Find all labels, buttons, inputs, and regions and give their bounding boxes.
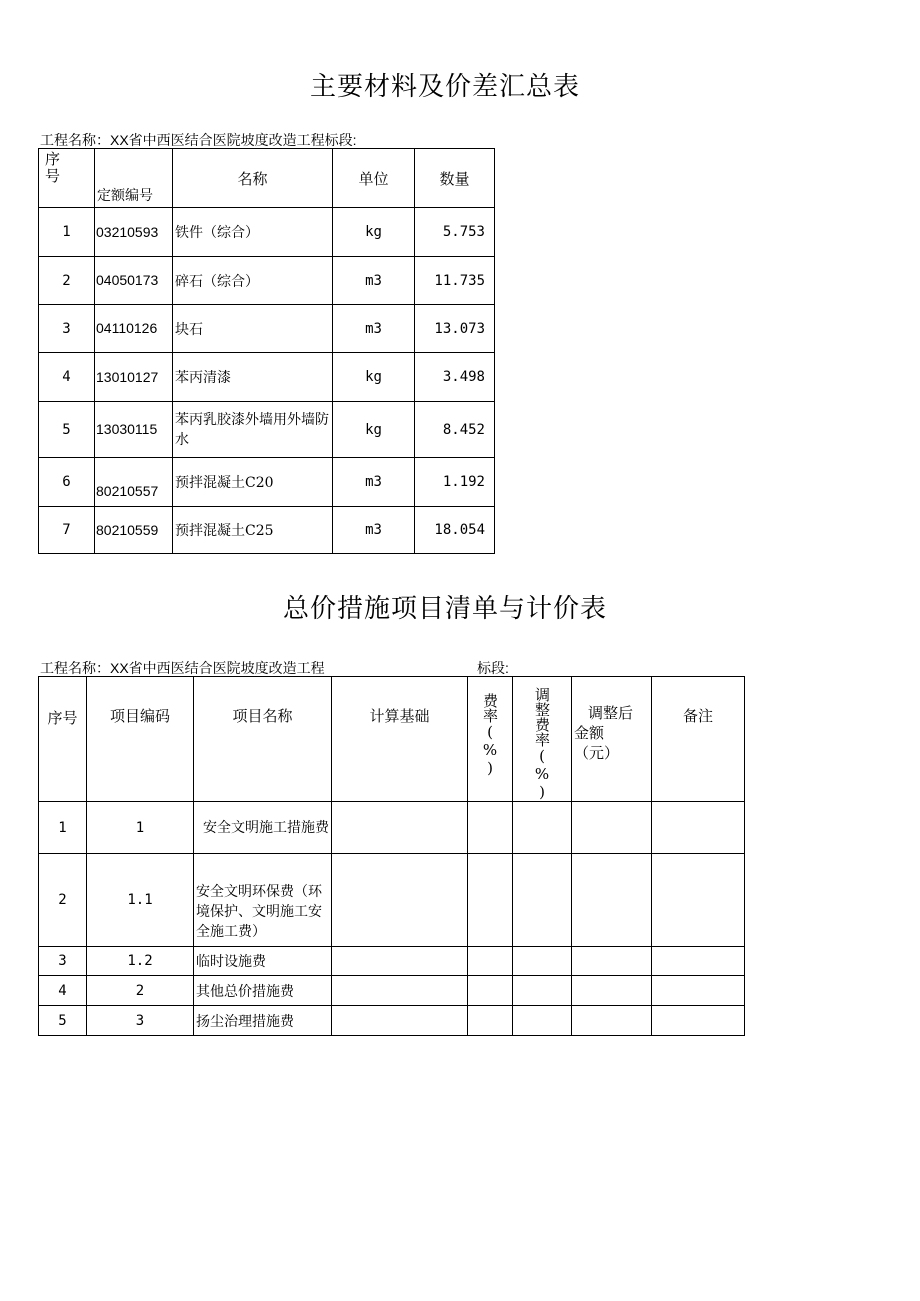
row-basis <box>332 947 468 976</box>
row-code: 03210593 <box>95 208 173 257</box>
row-seq: 5 <box>39 1006 87 1036</box>
table-row <box>39 947 745 976</box>
row-adj-rate <box>513 976 572 1006</box>
row-seq: 2 <box>39 854 87 947</box>
row-rate <box>468 976 513 1006</box>
table-row <box>39 458 495 507</box>
header-adj-amount: 调整后 金额 （元） <box>572 677 652 802</box>
row-adj-amount <box>572 947 652 976</box>
row-name: 碎石（综合） <box>173 257 333 305</box>
table-row <box>39 854 745 947</box>
row-name: 块石 <box>173 305 333 353</box>
row-rate <box>468 802 513 854</box>
row-basis <box>332 802 468 854</box>
table-row <box>39 353 495 402</box>
row-code: 04110126 <box>95 305 173 353</box>
row-seq: 3 <box>39 305 95 353</box>
header-code: 定额编号 <box>95 149 173 208</box>
row-code: 80210557 <box>95 458 173 507</box>
row-basis <box>332 1006 468 1036</box>
row-adj-rate <box>513 1006 572 1036</box>
row-qty: 13.073 <box>415 305 495 353</box>
row-name: 安全文明环保费（环境保护、文明施工安全施工费） <box>194 854 332 947</box>
row-name: 苯丙乳胶漆外墙用外墙防水 <box>173 402 333 458</box>
table-row <box>39 507 495 554</box>
header-seq: 序号 <box>39 149 95 208</box>
row-qty: 3.498 <box>415 353 495 402</box>
materials-header-row <box>39 149 495 208</box>
row-name: 其他总价措施费 <box>194 976 332 1006</box>
row-note <box>652 802 745 854</box>
row-name: 临时设施费 <box>194 947 332 976</box>
table-row <box>39 976 745 1006</box>
row-qty: 5.753 <box>415 208 495 257</box>
row-unit: m3 <box>333 507 415 554</box>
row-seq: 7 <box>39 507 95 554</box>
measures-title: 总价措施项目清单与计价表 <box>282 594 607 624</box>
row-qty: 1.192 <box>415 458 495 507</box>
row-adj-amount <box>572 976 652 1006</box>
materials-table <box>38 148 495 554</box>
row-adj-amount <box>572 802 652 854</box>
row-code: 13030115 <box>95 402 173 458</box>
materials-title: 主要材料及价差汇总表 <box>309 72 580 102</box>
header-code: 项目编码 <box>87 677 194 802</box>
row-adj-rate <box>513 947 572 976</box>
table-row <box>39 802 745 854</box>
row-adj-rate <box>513 802 572 854</box>
header-note: 备注 <box>652 677 745 802</box>
header-name: 名称 <box>173 149 333 208</box>
table-row <box>39 257 495 305</box>
row-adj-rate <box>513 854 572 947</box>
row-name: 预拌混凝土C25 <box>173 507 333 554</box>
measures-table <box>38 676 745 1036</box>
row-note <box>652 947 745 976</box>
row-name: 苯丙清漆 <box>173 353 333 402</box>
row-code: 1.1 <box>87 854 194 947</box>
table-row <box>39 208 495 257</box>
materials-project-line: 工程名称：XX省中西医结合医院坡度改造工程标段: <box>40 132 357 148</box>
row-code: 04050173 <box>95 257 173 305</box>
row-note <box>652 976 745 1006</box>
row-qty: 8.452 <box>415 402 495 458</box>
table-row <box>39 402 495 458</box>
row-rate <box>468 1006 513 1036</box>
header-unit: 单位 <box>333 149 415 208</box>
row-name: 扬尘治理措施费 <box>194 1006 332 1036</box>
row-note <box>652 1006 745 1036</box>
row-basis <box>332 854 468 947</box>
row-code: 1 <box>87 802 194 854</box>
row-unit: m3 <box>333 305 415 353</box>
header-adj-rate: 调整费率(%) <box>513 677 572 802</box>
row-name: 安全文明施工措施费 <box>194 802 332 854</box>
row-unit: m3 <box>333 257 415 305</box>
header-seq: 序号 <box>39 677 87 802</box>
row-adj-amount <box>572 854 652 947</box>
row-seq: 3 <box>39 947 87 976</box>
row-seq: 2 <box>39 257 95 305</box>
header-qty: 数量 <box>415 149 495 208</box>
measures-header-row <box>39 677 745 802</box>
row-unit: kg <box>333 353 415 402</box>
row-rate <box>468 947 513 976</box>
row-basis <box>332 976 468 1006</box>
row-name: 预拌混凝土C20 <box>173 458 333 507</box>
row-code: 1.2 <box>87 947 194 976</box>
row-note <box>652 854 745 947</box>
measures-section-label: 标段: <box>477 660 509 676</box>
row-seq: 6 <box>39 458 95 507</box>
row-unit: kg <box>333 402 415 458</box>
row-qty: 11.735 <box>415 257 495 305</box>
row-seq: 4 <box>39 976 87 1006</box>
row-code: 3 <box>87 1006 194 1036</box>
row-seq: 5 <box>39 402 95 458</box>
row-name: 铁件（综合） <box>173 208 333 257</box>
table-row <box>39 1006 745 1036</box>
row-seq: 4 <box>39 353 95 402</box>
table-row <box>39 305 495 353</box>
header-rate: 费率(%) <box>468 677 513 802</box>
row-code: 80210559 <box>95 507 173 554</box>
row-seq: 1 <box>39 208 95 257</box>
measures-project-line: 工程名称：XX省中西医结合医院坡度改造工程 <box>40 660 325 676</box>
row-unit: kg <box>333 208 415 257</box>
row-rate <box>468 854 513 947</box>
header-name: 项目名称 <box>194 677 332 802</box>
row-unit: m3 <box>333 458 415 507</box>
row-qty: 18.054 <box>415 507 495 554</box>
row-code: 2 <box>87 976 194 1006</box>
row-code: 13010127 <box>95 353 173 402</box>
row-seq: 1 <box>39 802 87 854</box>
header-basis: 计算基础 <box>332 677 468 802</box>
row-adj-amount <box>572 1006 652 1036</box>
